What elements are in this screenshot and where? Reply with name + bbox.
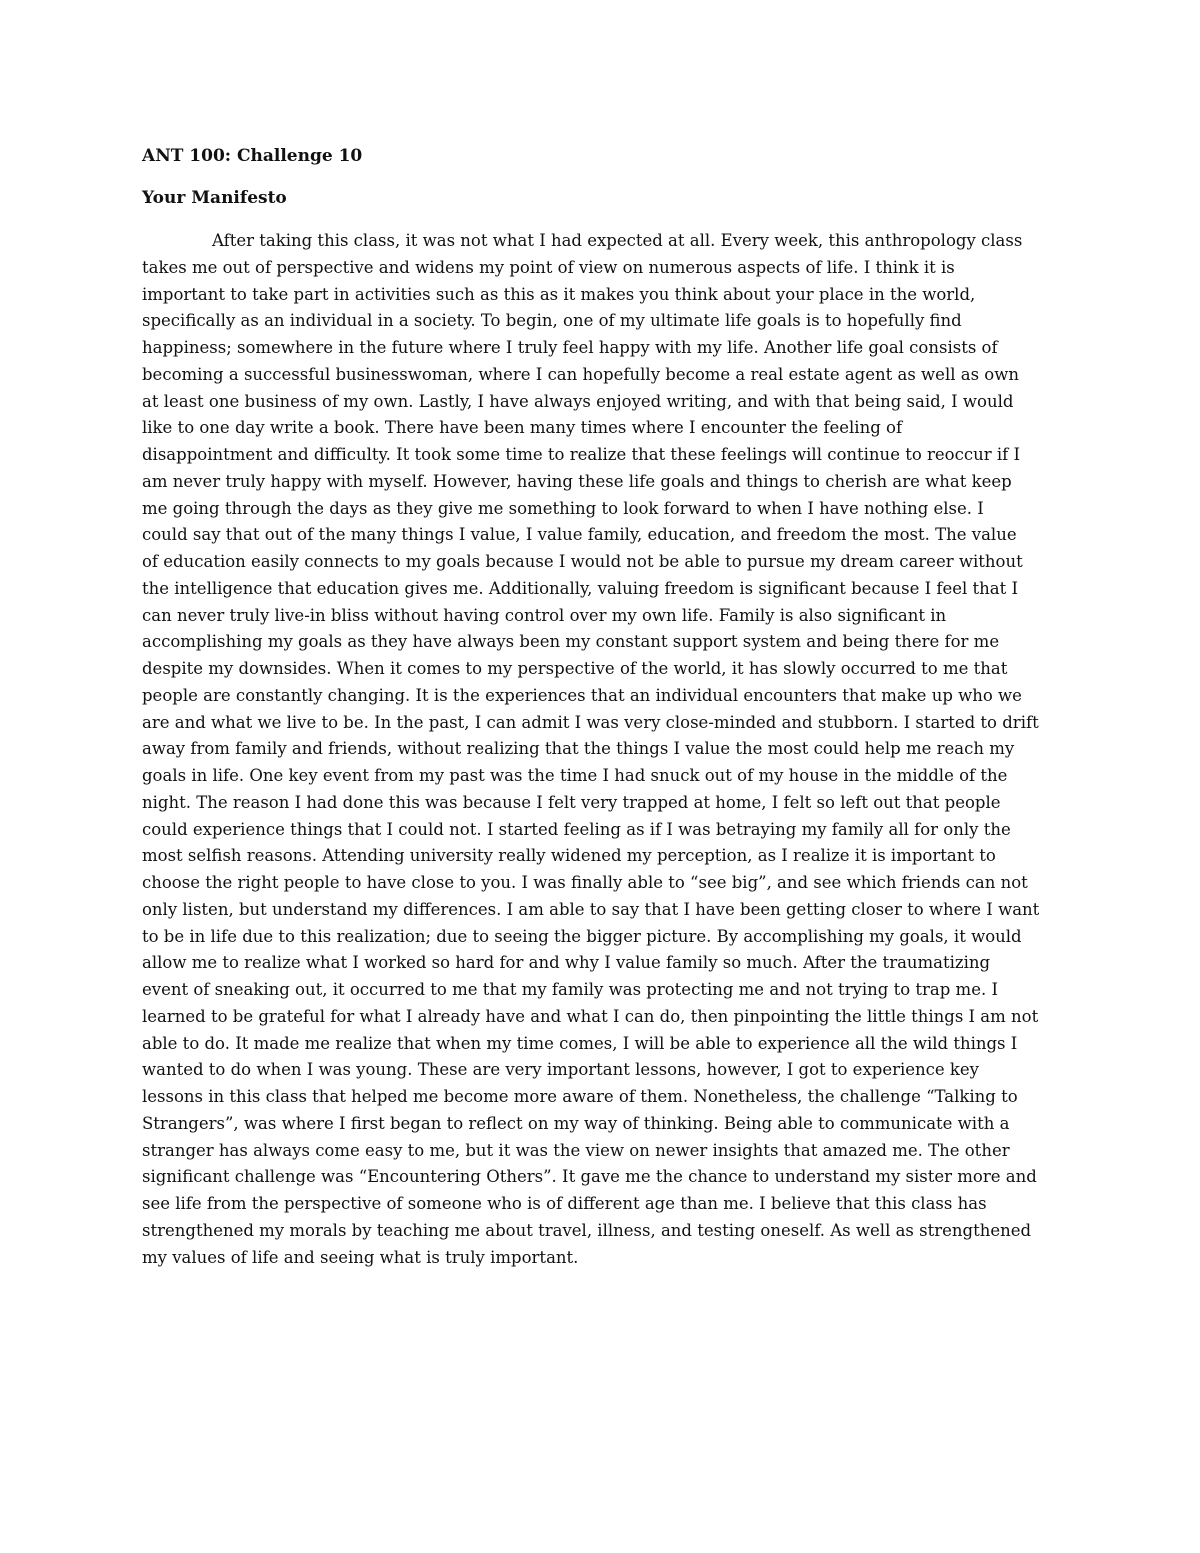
paragraph-line: away from family and friends, without realizing that the things I value the most could help me reach my xyxy=(142,739,1015,759)
paragraph-line: specifically as an individual in a society. To begin, one of my ultimate life goals is to hopefully find xyxy=(142,311,962,331)
paragraph-line: wanted to do when I was young. These are very important lessons, however, I got to experience key xyxy=(142,1060,979,1080)
paragraph-line: happiness; somewhere in the future where I truly feel happy with my life. Another life goal consists of xyxy=(142,338,998,357)
paragraph-line: event of sneaking out, it occurred to me that my family was protecting me and not trying to trap me. I xyxy=(142,980,998,999)
paragraph-line: like to one day write a book. There have been many times where I encounter the feeling of xyxy=(142,418,903,438)
paragraph-line: choose the right people to have close to you. I was finally able to “see big”, and see which friends can not xyxy=(142,873,1028,892)
paragraph-line: only listen, but understand my differences. I am able to say that I have been getting closer to where I want xyxy=(142,899,1040,919)
paragraph-line: most selfish reasons. Attending university really widened my perception, as I realize it is important to xyxy=(142,846,996,866)
paragraph-line: me going through the days as they give me something to look forward to when I have nothing else. I xyxy=(142,498,984,518)
document-title: ANT 100: Challenge 10 xyxy=(142,146,363,166)
paragraph-line: can never truly live-in bliss without having control over my own life. Family is also significant in xyxy=(142,605,947,625)
document-subtitle: Your Manifesto xyxy=(142,188,287,208)
paragraph-line: takes me out of perspective and widens my point of view on numerous aspects of life. I think it is xyxy=(142,257,955,277)
paragraph-line: could say that out of the many things I value, I value family, education, and freedom the most. The value xyxy=(142,525,1017,545)
paragraph-line: are and what we live to be. In the past, I can admit I was very close-minded and stubborn. I started to drift xyxy=(142,712,1039,732)
paragraph-line: could experience things that I could not. I started feeling as if I was betraying my family all for only the xyxy=(142,819,1011,839)
paragraph-line: am never truly happy with myself. However, having these life goals and things to cherish are what keep xyxy=(142,471,1012,491)
paragraph-line: disappointment and difficulty. It took some time to realize that these feelings will continue to reoccur if I xyxy=(142,445,1020,464)
paragraph-line: stranger has always come easy to me, but it was the view on newer insights that amazed me. The other xyxy=(142,1140,1010,1160)
paragraph-line: strengthened my morals by teaching me about travel, illness, and testing oneself. As well as strengthened xyxy=(142,1220,1032,1240)
paragraph-line: see life from the perspective of someone who is of different age than me. I believe that this class has xyxy=(142,1194,987,1213)
paragraph-line: lessons in this class that helped me become more aware of them. Nonetheless, the challenge “Talking to xyxy=(142,1087,1018,1106)
paragraph-line: accomplishing my goals as they have always been my constant support system and being there for me xyxy=(142,632,1000,652)
paragraph-line: learned to be grateful for what I already have and what I can do, then pinpointing the little things I am not xyxy=(142,1006,1039,1026)
paragraph-line: of education easily connects to my goals because I would not be able to pursue my dream career without xyxy=(142,552,1023,571)
paragraph-line: Strangers”, was where I first began to reflect on my way of thinking. Being able to communicate with a xyxy=(142,1113,1010,1133)
paragraph-line: goals in life. One key event from my past was the time I had snuck out of my house in the middle of the xyxy=(142,766,1008,785)
paragraph-line: the intelligence that education gives me. Additionally, valuing freedom is significant because I feel that I xyxy=(142,578,1019,598)
paragraph-line: people are constantly changing. It is the experiences that an individual encounters that make up who we xyxy=(142,685,1022,705)
paragraph-line: becoming a successful businesswoman, where I can hopefully become a real estate agent as well as own xyxy=(142,364,1019,384)
paragraph-line: important to take part in activities such as this as it makes you think about your place in the world, xyxy=(142,284,976,304)
manifesto-paragraph xyxy=(142,228,1062,1271)
paragraph-line: despite my downsides. When it comes to my perspective of the world, it has slowly occurred to me that xyxy=(142,659,1008,678)
paragraph-line: allow me to realize what I worked so hard for and why I value family so much. After the traumatizing xyxy=(142,953,991,973)
paragraph-line: significant challenge was “Encountering Others”. It gave me the chance to understand my sister more and xyxy=(142,1167,1037,1187)
paragraph-line: night. The reason I had done this was because I felt very trapped at home, I felt so left out that people xyxy=(142,792,1001,812)
paragraph-line: my values of life and seeing what is truly important. xyxy=(142,1247,579,1267)
paragraph-line: After taking this class, it was not what I had expected at all. Every week, this anthropology class xyxy=(212,231,1023,250)
paragraph-line: able to do. It made me realize that when my time comes, I will be able to experience all the wild things I xyxy=(142,1033,1018,1053)
paragraph-line: at least one business of my own. Lastly, I have always enjoyed writing, and with that being said, I would xyxy=(142,391,1014,411)
paragraph-line: to be in life due to this realization; due to seeing the bigger picture. By accomplishing my goals, it would xyxy=(142,926,1022,946)
